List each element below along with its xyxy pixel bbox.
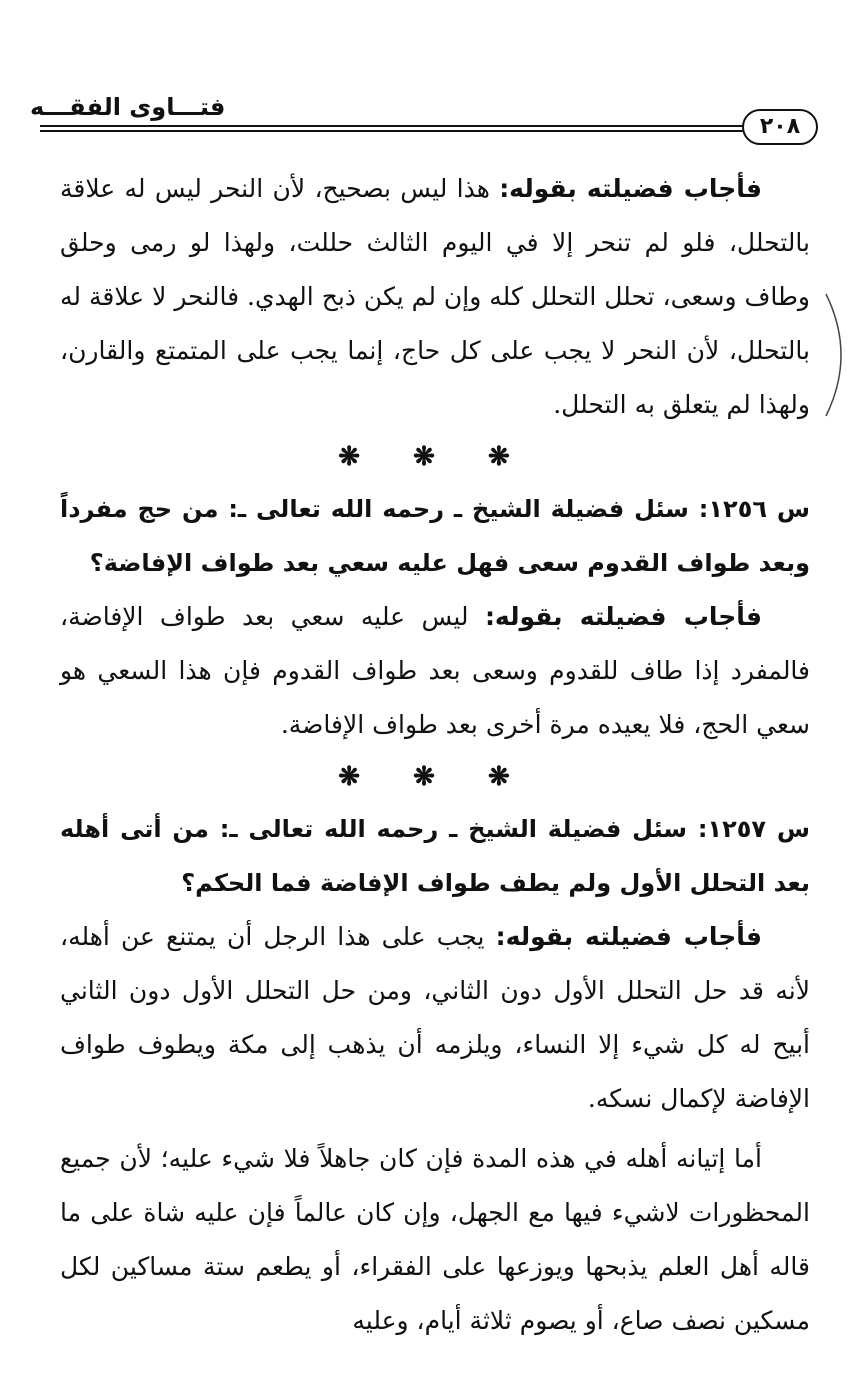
answer-lead: فأجاب فضيلته بقوله: bbox=[484, 602, 762, 631]
page-number: ٢٠٨ bbox=[742, 109, 818, 145]
answer-continuation: أما إتيانه أهله في هذه المدة فإن كان جاهلاً فلا شيء عليه؛ لأن جميع المحظورات لاشيء فيها مع الجهل، وإن كان عالماً فإن عليه شاة على ما قاله أهل العلم يذبحها ويوزعها على الفقراء، أو يطعم ستة مساكين لكل مسكين نصف صاع، أو يصوم ثلاثة أيام، وعليه bbox=[60, 1144, 810, 1335]
page-body bbox=[60, 162, 810, 1348]
page-header bbox=[0, 85, 868, 155]
header-rule-bottom bbox=[40, 130, 810, 132]
answer-lead: فأجاب فضيلته بقوله: bbox=[495, 922, 762, 951]
question-paragraph: س ١٢٥٧: سئل فضيلة الشيخ ـ رحمه الله تعالى ـ: من أتى أهله بعد التحلل الأول ولم يطف طواف الإفاضة فما الحكم؟ bbox=[60, 815, 810, 897]
question-paragraph: س ١٢٥٦: سئل فضيلة الشيخ ـ رحمه الله تعالى ـ: من حج مفرداً وبعد طواف القدوم سعى فهل عليه سعي بعد طواف الإفاضة؟ bbox=[60, 495, 810, 577]
section-separator: ❋ ❋ ❋ bbox=[338, 442, 532, 472]
answer-paragraph bbox=[60, 910, 810, 1126]
answer-lead: فأجاب فضيلته بقوله: bbox=[499, 174, 762, 203]
answer-text: ليس عليه سعي بعد طواف الإفاضة، فالمفرد إذا طاف للقدوم وسعى بعد طواف القدوم فإن هذا السعي هو سعي الحج، فلا يعيده مرة أخرى بعد طواف الإفاضة. bbox=[60, 602, 810, 739]
answer-paragraph bbox=[60, 590, 810, 752]
section-separator: ❋ ❋ ❋ bbox=[338, 762, 532, 792]
header-rule-top bbox=[40, 125, 810, 127]
margin-bracket-mark bbox=[818, 290, 858, 420]
answer-paragraph bbox=[60, 162, 810, 432]
answer-text: يجب على هذا الرجل أن يمتنع عن أهله، لأنه قد حل التحلل الأول دون الثاني، ومن حل التحلل الأول دون الثاني أبيح له كل شيء إلا النساء، ويلزمه أن يذهب إلى مكة ويطوف طواف الإفاضة لإكمال نسكه. bbox=[60, 922, 810, 1113]
book-title: فتـــاوى الفقـــه bbox=[30, 93, 226, 121]
answer-text: هذا ليس بصحيح، لأن النحر ليس له علاقة بالتحلل، فلو لم تنحر إلا في اليوم الثالث حللت، ولهذا لو رمى وحلق وطاف وسعى، تحلل التحلل كله وإن لم يكن ذبح الهدي. فالنحر لا علاقة له بالتحلل، لأن النحر لا يجب على كل حاج، إنما يجب على المتمتع والقارن، ولهذا لم يتعلق به التحلل. bbox=[60, 174, 810, 419]
